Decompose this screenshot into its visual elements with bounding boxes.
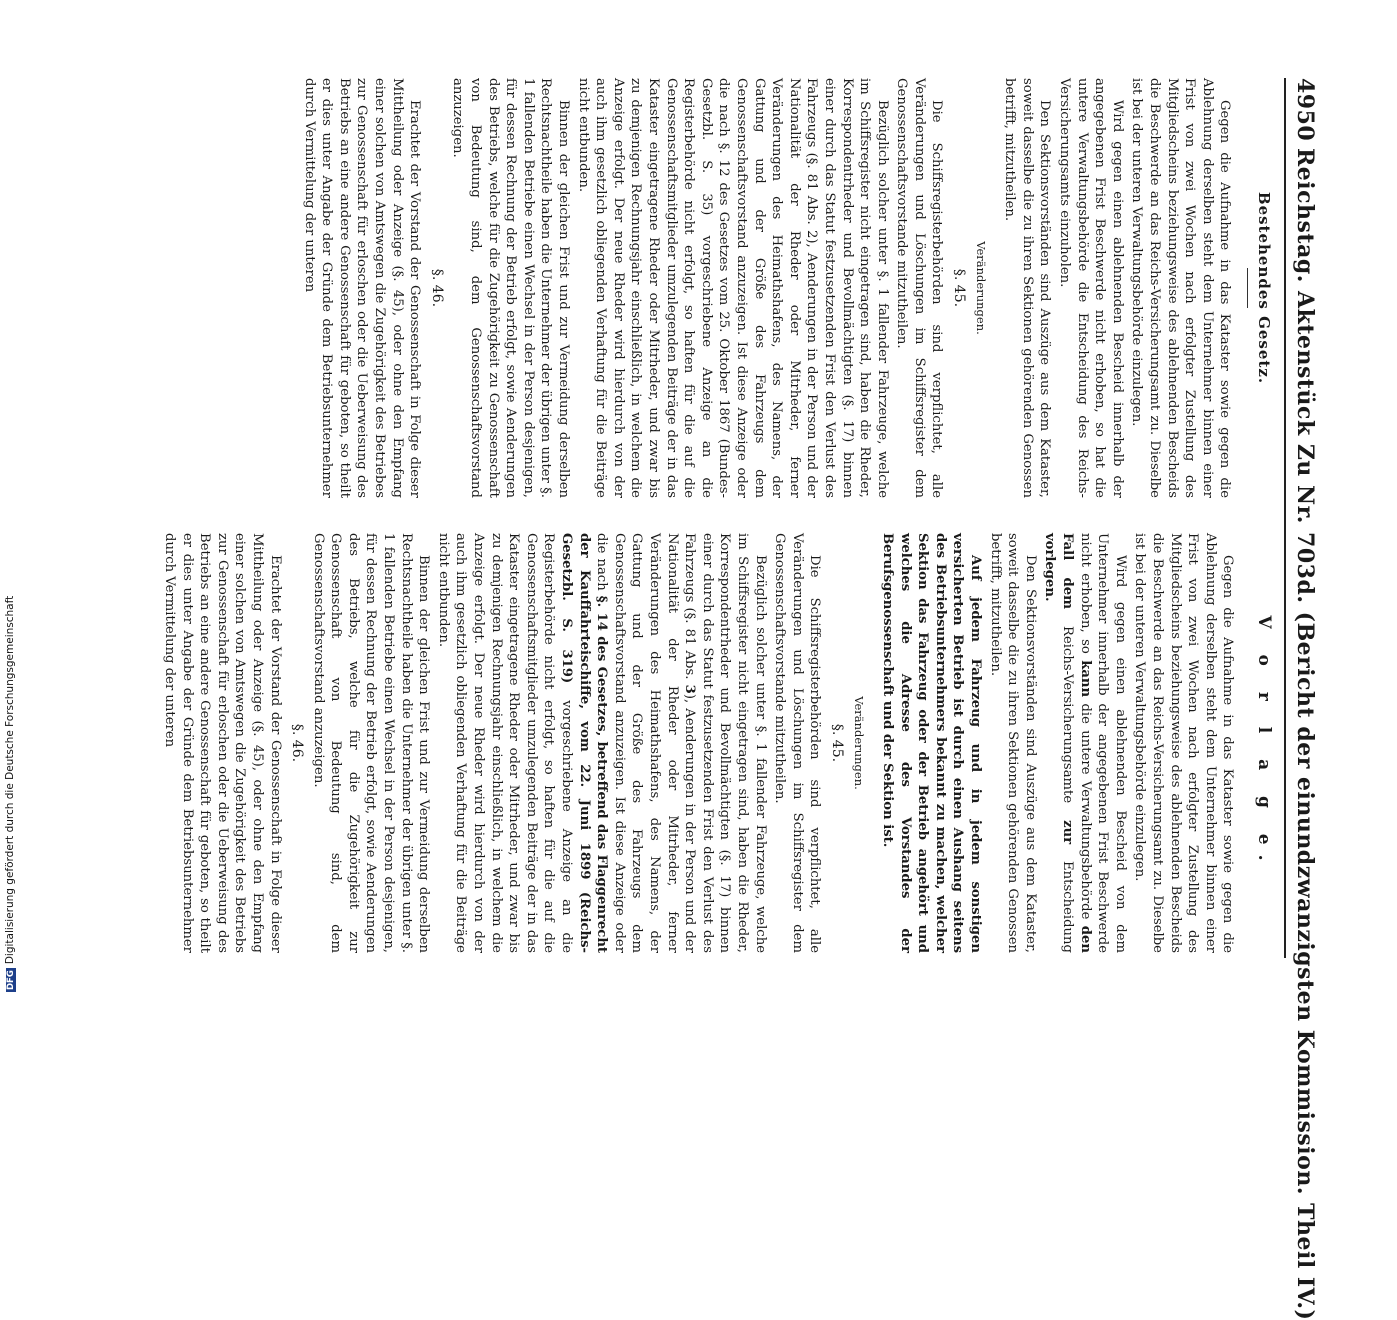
page-header (1284, 78, 1320, 1320)
paragraph: Den Sektionsvorständen sind Auszüge aus dem Kataster, soweit dasselbe die zu ihren Sektionen gehörenden Genossen betrifft, mitzutheilen. (1002, 78, 1053, 498)
section-number: §. 46. (428, 268, 445, 308)
emphasis: §. 14 des Gesetzes, betreffend das Flaggenrecht der Kauffahrteischiffe, vom 22. Juni 1899 (Reichs-Gesetzbl. S. 319) (559, 533, 610, 953)
column-existing-law (298, 78, 1274, 498)
column-proposal (158, 533, 1274, 953)
paragraph: Bezüglich solcher unter §. 1 fallender Fahrzeuge, welche im Schiffsregister nicht eingetragen sind, haben die Rheder, Korrespondentrheder und Bevollmächtigten (§. 17) binnen einer durch das Statut festzusetzenden Frist den Verlust des Fahrzeugs (§. 81 Abs. 3), Aenderungen in der Person und der Nationalität der Rheder oder Mitrheder, ferner Veränderungen des Heimathshafens, des Namens, der Gattung und der Größe des Fahrzeugs dem Genossenschaftsvorstand anzuzeigen. Ist diese Anzeige oder die nach §. 14 des Gesetzes, betreffend das Flaggenrecht der Kauffahrteischiffe, vom 22. Juni 1899 (Reichs-Gesetzbl. S. 319) vorgeschriebene Anzeige an die Registerbehörde nicht erfolgt, so haften für die auf die Genossenschaftsmitglieder umzulegenden Beiträge der in das Kataster eingetragene Rheder oder Mitrheder, und zwar bis zu demjenigen Rechnungsjahr einschließlich, in welchem die Anzeige erfolgt. Der neue Rheder wird hierdurch von der auch ihm gesetzlich obliegenden Verhaftung für die Beiträge nicht entbunden. (435, 533, 768, 953)
section-number: §. 45. (951, 268, 968, 308)
paragraph: Erachtet der Vorstand der Genossenschaft in Folge dieser Mittheilung oder Anzeige (§. 45), oder ohne den Empfang einer solchen von Amtswegen die Zugehörigkeit des Betriebs zur Genossenschaft für erloschen oder die Ueberweisung des Betriebs an eine andere Genossenschaft für geboten, so theilt er dies unter Angabe der Gründe dem Betriebsunternehmer durch Vermittelung der unteren (161, 533, 283, 953)
column-heading-right: V o r l a g e. (1254, 615, 1274, 871)
digitization-text: Digitalisierung gefördert durch die Deutsche Forschungsgemeinschaft (4, 595, 16, 965)
emphasis: den Fall dem (1060, 533, 1093, 953)
paragraph: Wird gegen einen ablehnenden Bescheid von dem Unternehmer innerhalb der angegebenen Frist Beschwerde nicht erhoben, so kann die untere Verwaltungsbehörde den Fall dem Reichs-Versicherungsamte zur Entscheidung vorlegen. (1042, 533, 1128, 953)
paragraph: Gegen die Aufnahme in das Kataster sowie gegen die Ablehnung derselben steht dem Unternehmer binnen einer Frist von zwei Wochen nach erfolgter Zustellung des Mitgliedscheins beziehungsweise des ablehnenden Bescheids die Beschwerde an das Reichs-Versicherungsamt zu. Dieselbe ist bei der unteren Verwaltungsbehörde einzulegen. (1129, 78, 1233, 498)
emphasis: 3 (682, 684, 698, 694)
section-number: §. 46. (289, 723, 306, 763)
paragraph: Binnen der gleichen Frist und zur Vermeidung derselben Rechtsnachtheile haben die Unternehmer der übrigen unter §. 1 fallenden Betriebe einen Wechsel in der Person desjenigen, für dessen Rechnung der Betrieb erfolgt, sowie Aenderungen des Betriebs, welche für die Zugehörigkeit zur Genossenschaft von Bedeutung sind, dem Genossenschaftsvorstand anzuzeigen. (310, 533, 432, 953)
paragraph: Den Sektionsvorständen sind Auszüge aus dem Kataster, soweit dasselbe die zu ihren Sektionen gehörenden Genossen betrifft, mitzutheilen. (987, 533, 1038, 953)
digitization-sidebar (0, 0, 22, 1000)
section-number: §. 45. (828, 723, 845, 763)
paragraph: Die Schiffsregisterbehörden sind verpflichtet, alle Veränderungen und Löschungen im Schiffsregister dem Genossenschaftsvorstande mitzutheilen. (894, 78, 945, 498)
paragraph: Bezüglich solcher unter §. 1 fallender Fahrzeuge, welche im Schiffsregister nicht eingetragen sind, haben die Rheder, Korrespondentrheder und Bevollmächtigten (§. 17) binnen einer durch das Statut festzusetzenden Frist den Verlust des Fahrzeugs (§. 81 Abs. 2), Aenderungen in der Person und der Nationalität der Rheder oder Mitrheder, ferner Veränderungen des Heimathshafens, des Namens, der Gattung und der Größe des Fahrzeugs dem Genossenschaftsvorstand anzuzeigen. Ist diese Anzeige oder die nach §. 12 des Gesetzes vom 25. Oktober 1867 (Bundes-Gesetzbl. S. 35) vorgeschriebene Anzeige an die Registerbehörde nicht erfolgt, so haften für die auf die Genossenschaftsmitglieder umzulegenden Beiträge der in das Kataster eingetragene Rheder oder Mitrheder, und zwar bis zu demjenigen Rechnungsjahr einschließlich, in welchem die Anzeige erfolgt. Der neue Rheder wird hierdurch von der auch ihm gesetzlich obliegenden Verhaftung für die Beiträge nicht entbunden. (575, 78, 890, 498)
emphasis: kann (1077, 660, 1093, 698)
emphasis: vorlegen. (1042, 533, 1058, 602)
paragraph-amendment: Auf jedem Fahrzeug und in jedem sonstigen versicherten Betrieb ist durch einen Aushang seitens des Betriebsunternehmers bekannt zu machen, welcher Sektion das Fahrzeug oder der Betrieb angehört und welches die Adresse des Vorstandes der Berufsgenossenschaft und der Sektion ist. (880, 533, 984, 953)
page-number: 4950 (1292, 78, 1318, 142)
page-title: Reichstag. Aktenstück Zu Nr. 703d. (Bericht der einundzwanzigsten Kommission. Theil IV.) (1292, 148, 1318, 1320)
heading-rule (1247, 268, 1248, 308)
emphasis: zur (1060, 820, 1076, 845)
section-subtitle: Veränderungen. (851, 696, 866, 790)
digitization-notice (4, 572, 16, 992)
paragraph: Wird gegen einen ablehnenden Bescheid innerhalb der angegebenen Frist Beschwerde nicht erhoben, so hat die untere Verwaltungsbehörde die Entscheidung des Reichs-Versicherungsamts einzuholen. (1057, 78, 1125, 498)
section-subtitle: Veränderungen. (973, 241, 988, 335)
rotated-document (100, 78, 1320, 1320)
column-heading-left: Bestehendes Gesetz. (1255, 191, 1273, 385)
paragraph: Binnen der gleichen Frist und zur Vermeidung derselben Rechtsnachtheile haben die Unternehmer der übrigen unter §. 1 fallenden Betriebe einen Wechsel in der Person desjenigen, für dessen Rechnung der Betrieb erfolgt, sowie Aenderungen des Betriebs, welche für die Zugehörigkeit zu Genossenschaft von Bedeutung sind, dem Genossenschaftsvorstand anzuzeigen. (450, 78, 572, 498)
dfg-logo: DFG (6, 970, 16, 990)
paragraph: Gegen die Aufnahme in das Kataster sowie gegen die Ablehnung derselben steht dem Unternehmer binnen einer Frist von zwei Wochen nach erfolgter Zustellung des Mitgliedscheins beziehungsweise des ablehnenden Bescheids die Beschwerde an das Reichs-Versicherungsamt zu. Dieselbe ist bei der unteren Verwaltungsbehörde einzulegen. (1132, 533, 1236, 953)
paragraph: Erachtet der Vorstand der Genossenschaft in Folge dieser Mittheilung oder Anzeige (§. 45), oder ohne den Empfang einer solchen von Amtswegen die Zugehörigkeit des Betriebes zur Genossenschaft für erloschen oder die Ueberweisung des Betriebs an eine andere Genossenschaft für geboten, so theilt er dies unter Angabe der Gründe dem Betriebsunternehmer durch Vermittelung der unteren (301, 78, 423, 498)
paragraph: Die Schiffsregisterbehörden sind verpflichtet, alle Veränderungen und Löschungen im Schiffsregister dem Genossenschaftsvorstande mitzutheilen. (772, 533, 823, 953)
